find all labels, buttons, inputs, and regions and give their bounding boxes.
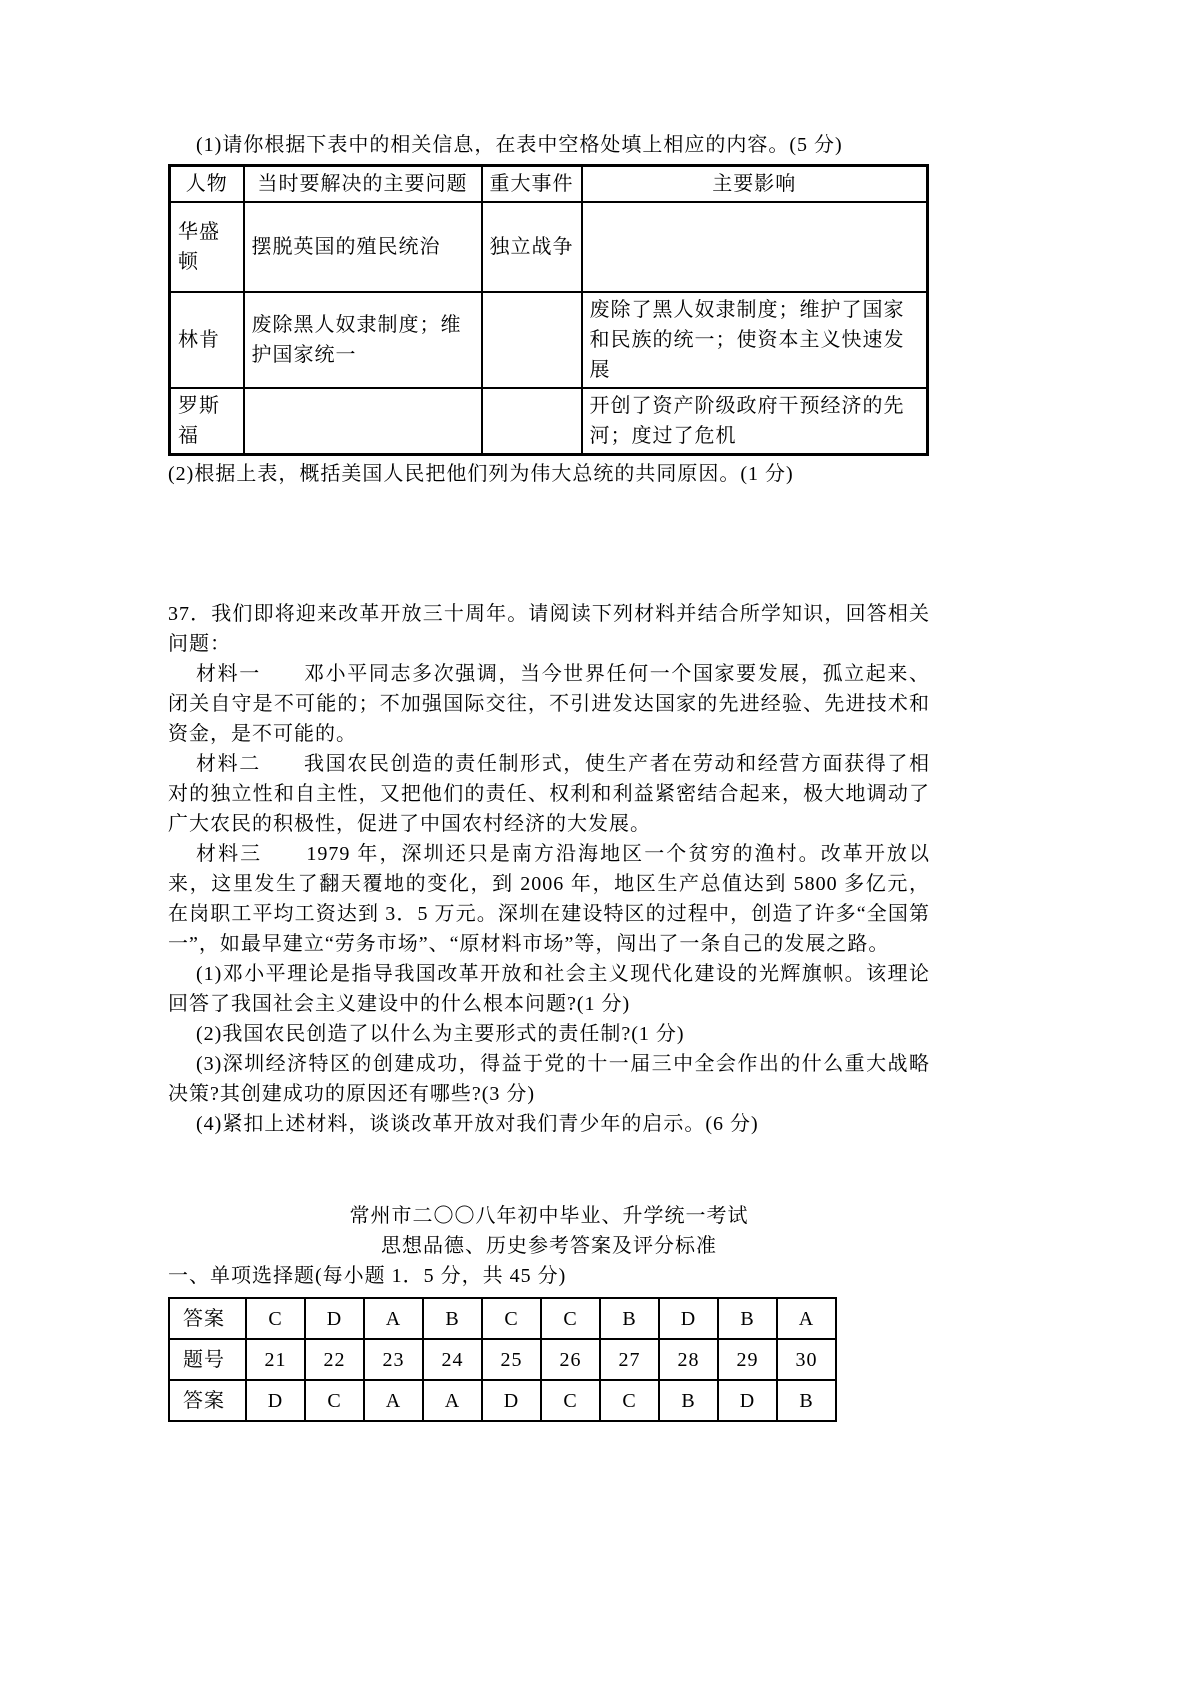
- answer-key-table: [168, 1297, 837, 1422]
- answer-cell: A: [364, 1380, 423, 1421]
- answer-cell: C: [246, 1298, 305, 1339]
- col-header-person: 人物: [170, 166, 244, 203]
- answer-cell: C: [541, 1298, 600, 1339]
- table-cell-blank: [582, 202, 928, 292]
- presidents-table: [168, 164, 929, 456]
- col-header-influence: 主要影响: [582, 166, 928, 203]
- question-number-cell: 23: [364, 1339, 423, 1380]
- answer-cell: D: [718, 1380, 777, 1421]
- answer-section-heading: 一、单项选择题(每小题 1．5 分，共 45 分): [168, 1265, 567, 1287]
- q37-material2-text: 材料二 我国农民创造的责任制形式，使生产者在劳动和经营方面获得了相对的独立性和自主性，又把他们的责任、权利和利益紧密结合起来，极大地调动了广大农民的积极性，促进了中国农村经济的大发展。: [168, 753, 930, 835]
- table-cell-blank: [482, 388, 582, 455]
- table-cell: 开创了资产阶级政府干预经济的先河；度过了危机: [582, 388, 928, 455]
- answer-cell: D: [305, 1298, 364, 1339]
- table-cell: 林肯: [170, 292, 244, 388]
- table-cell: 独立战争: [482, 202, 582, 292]
- answer-row: [169, 1298, 836, 1339]
- table-cell: 废除黑人奴隶制度；维护国家统一: [244, 292, 482, 388]
- table-cell: 罗斯福: [170, 388, 244, 455]
- q37-sub3-text: (3)深圳经济特区的创建成功，得益于党的十一届三中全会作出的什么重大战略决策?其创建成功的原因还有哪些?(3 分): [168, 1053, 930, 1105]
- question-number-row: [169, 1339, 836, 1380]
- answer-row-label: 答案: [169, 1380, 246, 1421]
- q37-material3-text: 材料三 1979 年，深圳还只是南方沿海地区一个贫穷的渔村。改革开放以来，这里发生了翻天覆地的变化，到 2006 年，地区生产总值达到 5800 多亿元，在岗职工平均工资达到 3．5 万元。深圳在建设特区的过程中，创造了许多“全国第一”，如最早建立“劳务市场”、“原材料市场”等，闯出了一条自己的发展之路。: [168, 843, 930, 955]
- question-number-cell: 29: [718, 1339, 777, 1380]
- answer-cell: B: [718, 1298, 777, 1339]
- answer-cell: C: [600, 1380, 659, 1421]
- page-content: [168, 130, 930, 1422]
- q37-intro-text: 37．我们即将迎来改革开放三十周年。请阅读下列材料并结合所学知识，回答相关问题：: [168, 603, 930, 655]
- question-number-cell: 25: [482, 1339, 541, 1380]
- answer-cell: C: [541, 1380, 600, 1421]
- question-number-cell: 27: [600, 1339, 659, 1380]
- table-cell: 华盛顿: [170, 202, 244, 292]
- answer-row: [169, 1380, 836, 1421]
- table-row-roosevelt: [170, 388, 928, 455]
- table-cell-blank: [482, 292, 582, 388]
- question-number-cell: 28: [659, 1339, 718, 1380]
- q36-part1-text: (1)请你根据下表中的相关信息，在表中空格处填上相应的内容。(5 分): [196, 134, 843, 156]
- question-number-cell: 30: [777, 1339, 836, 1380]
- presidents-table-header-row: [170, 166, 928, 203]
- answer-key-title-line2: 思想品德、历史参考答案及评分标准: [381, 1235, 717, 1257]
- answer-cell: C: [305, 1380, 364, 1421]
- answer-row-label: 题号: [169, 1339, 246, 1380]
- table-cell: 废除了黑人奴隶制度；维护了国家和民族的统一；使资本主义快速发展: [582, 292, 928, 388]
- answer-cell: A: [423, 1380, 482, 1421]
- answer-cell: D: [659, 1298, 718, 1339]
- question-number-cell: 26: [541, 1339, 600, 1380]
- col-header-event: 重大事件: [482, 166, 582, 203]
- table-cell: 摆脱英国的殖民统治: [244, 202, 482, 292]
- table-row-lincoln: [170, 292, 928, 388]
- question-number-cell: 21: [246, 1339, 305, 1380]
- question-number-cell: 24: [423, 1339, 482, 1380]
- answer-cell: D: [482, 1380, 541, 1421]
- question-number-cell: 22: [305, 1339, 364, 1380]
- q37-sub4-text: (4)紧扣上述材料，谈谈改革开放对我们青少年的启示。(6 分): [196, 1113, 759, 1135]
- answer-cell: D: [246, 1380, 305, 1421]
- q36-part2-text: (2)根据上表，概括美国人民把他们列为伟大总统的共同原因。(1 分): [168, 463, 794, 485]
- answer-row-label: 答案: [169, 1298, 246, 1339]
- q37-sub1-text: (1)邓小平理论是指导我国改革开放和社会主义现代化建设的光辉旗帜。该理论回答了我国社会主义建设中的什么根本问题?(1 分): [168, 963, 930, 1015]
- answer-cell: A: [364, 1298, 423, 1339]
- col-header-problem: 当时要解决的主要问题: [244, 166, 482, 203]
- answer-cell: B: [659, 1380, 718, 1421]
- table-cell-blank: [244, 388, 482, 455]
- table-row-washington: [170, 202, 928, 292]
- q37-material1-text: 材料一 邓小平同志多次强调，当今世界任何一个国家要发展，孤立起来、闭关自守是不可能的；不加强国际交往，不引进发达国家的先进经验、先进技术和资金，是不可能的。: [168, 663, 930, 745]
- answer-cell: A: [777, 1298, 836, 1339]
- answer-cell: C: [482, 1298, 541, 1339]
- answer-cell: B: [777, 1380, 836, 1421]
- spacer: [168, 489, 930, 599]
- answer-key-title-line1: 常州市二〇〇八年初中毕业、升学统一考试: [349, 1205, 749, 1227]
- answer-cell: B: [423, 1298, 482, 1339]
- answer-cell: B: [600, 1298, 659, 1339]
- q37-sub2-text: (2)我国农民创造了以什么为主要形式的责任制?(1 分): [196, 1023, 685, 1045]
